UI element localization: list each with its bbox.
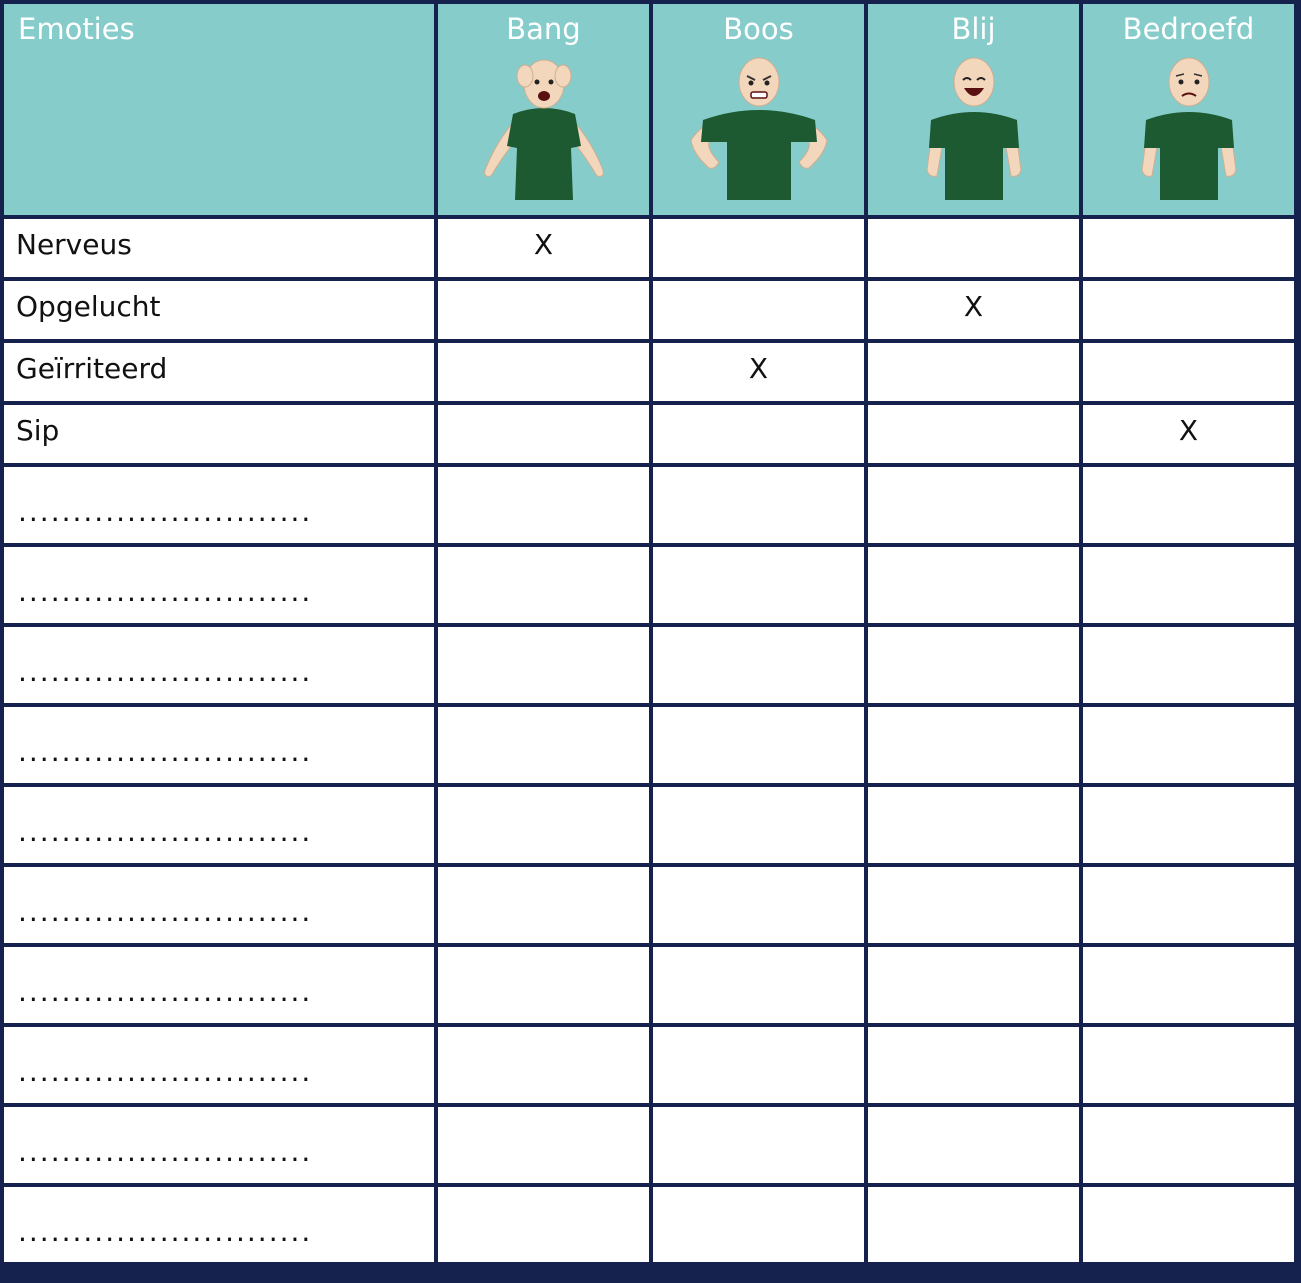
blank-cell[interactable] [653, 1107, 864, 1183]
cell-nerveus-boos[interactable] [653, 219, 864, 277]
angry-person-icon [689, 50, 829, 200]
blank-cell[interactable] [1083, 1027, 1294, 1103]
blank-cell[interactable] [868, 1107, 1079, 1183]
blank-cell[interactable] [868, 787, 1079, 863]
blank-cell[interactable] [438, 947, 649, 1023]
header-bedroefd [1083, 4, 1294, 215]
blank-cell[interactable] [653, 707, 864, 783]
blank-cell[interactable] [868, 627, 1079, 703]
blank-row-label-4[interactable]: ........................... [4, 707, 434, 783]
blank-cell[interactable] [653, 1027, 864, 1103]
cell-geirriteerd-boos[interactable]: X [653, 343, 864, 401]
header-bang [438, 4, 649, 215]
row-label-nerveus: Nerveus [4, 219, 434, 277]
blank-cell[interactable] [1083, 707, 1294, 783]
header-blij-label: Blij [951, 12, 996, 46]
blank-cell[interactable] [868, 867, 1079, 943]
blank-row-label-2[interactable]: ........................... [4, 547, 434, 623]
blank-cell[interactable] [1083, 547, 1294, 623]
blank-cell[interactable] [1083, 787, 1294, 863]
blank-cell[interactable] [868, 707, 1079, 783]
blank-cell[interactable] [653, 1187, 864, 1262]
row-label-geirriteerd: Geïrriteerd [4, 343, 434, 401]
blank-cell[interactable] [653, 787, 864, 863]
cell-geirriteerd-bedroefd[interactable] [1083, 343, 1294, 401]
blank-cell[interactable] [1083, 947, 1294, 1023]
blank-cell[interactable] [438, 787, 649, 863]
row-label-opgelucht: Opgelucht [4, 281, 434, 339]
header-bang-label: Bang [506, 12, 581, 46]
blank-cell[interactable] [438, 627, 649, 703]
blank-row-label-8[interactable]: ........................... [4, 1027, 434, 1103]
blank-row-label-10[interactable]: ........................... [4, 1187, 434, 1262]
row-label-sip: Sip [4, 405, 434, 463]
cell-nerveus-blij[interactable] [868, 219, 1079, 277]
blank-cell[interactable] [438, 867, 649, 943]
blank-cell[interactable] [868, 1187, 1079, 1262]
header-boos-label: Boos [723, 12, 794, 46]
blank-cell[interactable] [438, 467, 649, 543]
cell-opgelucht-bang[interactable] [438, 281, 649, 339]
blank-cell[interactable] [868, 547, 1079, 623]
header-bedroefd-label: Bedroefd [1122, 12, 1255, 46]
cell-sip-boos[interactable] [653, 405, 864, 463]
blank-cell[interactable] [438, 1107, 649, 1183]
blank-cell[interactable] [1083, 1187, 1294, 1262]
blank-cell[interactable] [1083, 867, 1294, 943]
cell-sip-blij[interactable] [868, 405, 1079, 463]
header-blij [868, 4, 1079, 215]
blank-cell[interactable] [438, 547, 649, 623]
blank-cell[interactable] [653, 547, 864, 623]
blank-cell[interactable] [868, 467, 1079, 543]
blank-cell[interactable] [653, 867, 864, 943]
cell-opgelucht-boos[interactable] [653, 281, 864, 339]
blank-row-label-3[interactable]: ........................... [4, 627, 434, 703]
cell-sip-bang[interactable] [438, 405, 649, 463]
cell-nerveus-bedroefd[interactable] [1083, 219, 1294, 277]
blank-row-label-1[interactable]: ........................... [4, 467, 434, 543]
cell-opgelucht-bedroefd[interactable] [1083, 281, 1294, 339]
cell-geirriteerd-bang[interactable] [438, 343, 649, 401]
blank-cell[interactable] [438, 1027, 649, 1103]
blank-row-label-7[interactable]: ........................... [4, 947, 434, 1023]
header-boos [653, 4, 864, 215]
blank-cell[interactable] [1083, 467, 1294, 543]
cell-sip-bedroefd[interactable]: X [1083, 405, 1294, 463]
blank-cell[interactable] [868, 1027, 1079, 1103]
cell-opgelucht-blij[interactable]: X [868, 281, 1079, 339]
blank-row-label-5[interactable]: ........................... [4, 787, 434, 863]
sad-person-icon [1134, 50, 1244, 200]
blank-cell[interactable] [653, 627, 864, 703]
cell-geirriteerd-blij[interactable] [868, 343, 1079, 401]
blank-cell[interactable] [1083, 627, 1294, 703]
blank-cell[interactable] [438, 707, 649, 783]
blank-cell[interactable] [868, 947, 1079, 1023]
blank-row-label-6[interactable]: ........................... [4, 867, 434, 943]
blank-cell[interactable] [438, 1187, 649, 1262]
blank-cell[interactable] [1083, 1107, 1294, 1183]
header-emoties [4, 4, 434, 215]
cell-nerveus-bang[interactable]: X [438, 219, 649, 277]
blank-row-label-9[interactable]: ........................... [4, 1107, 434, 1183]
scared-person-icon [479, 50, 609, 200]
header-emoties-label: Emoties [18, 12, 135, 46]
happy-person-icon [919, 50, 1029, 200]
blank-cell[interactable] [653, 467, 864, 543]
blank-cell[interactable] [653, 947, 864, 1023]
